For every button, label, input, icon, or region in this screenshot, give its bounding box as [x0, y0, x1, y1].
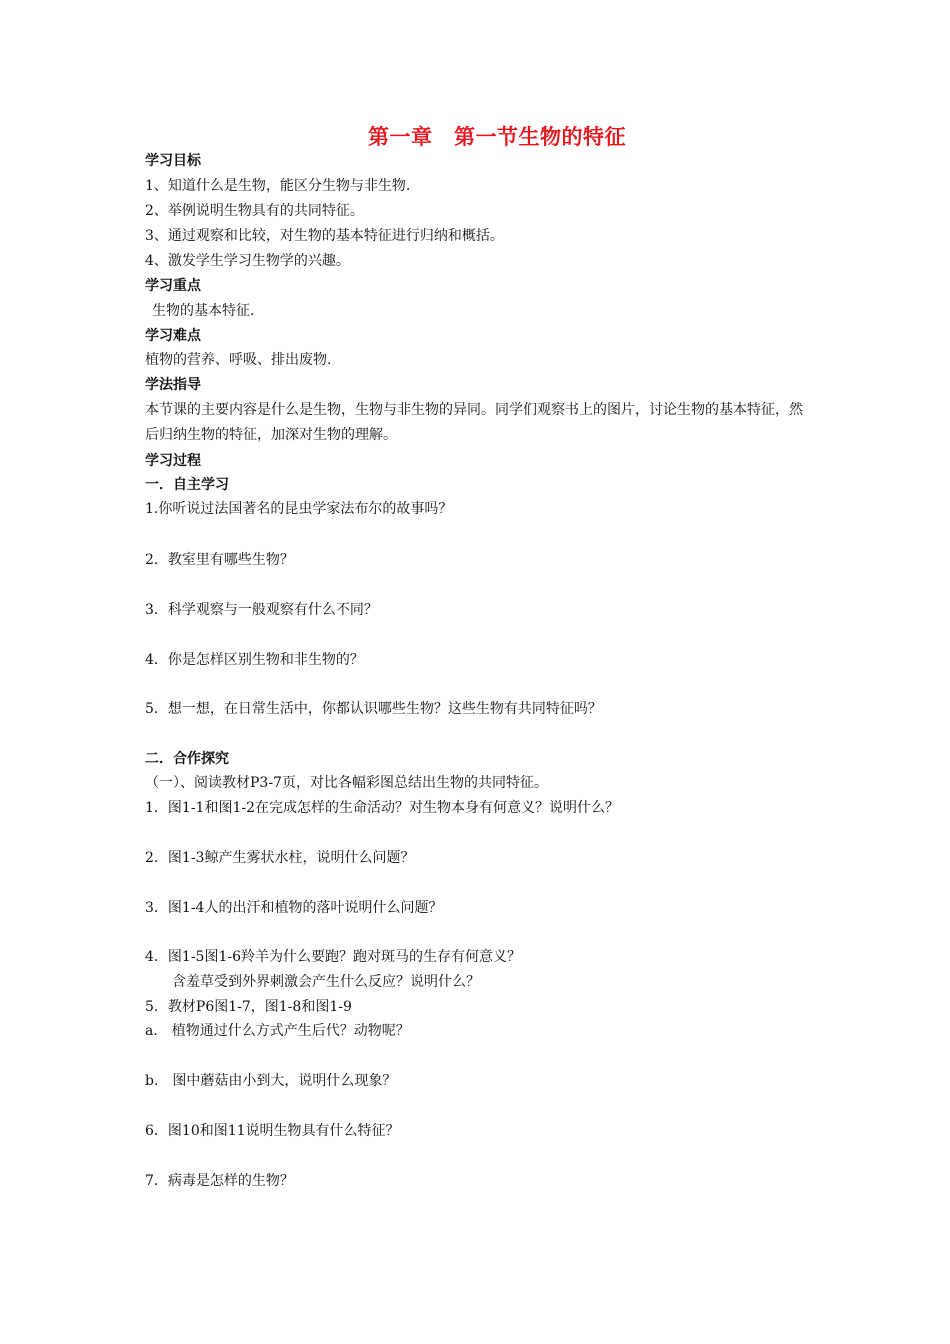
self-study-question: 4．你是怎样区别生物和非生物的？	[145, 652, 364, 668]
goal-item: 2、举例说明生物具有的共同特征。	[145, 203, 364, 219]
cooperation-question: 7．病毒是怎样的生物？	[145, 1173, 294, 1189]
cooperation-question-continued: 含羞草受到外界刺激会产生什么反应？说明什么？	[172, 974, 480, 990]
goal-item: 3、通过观察和比较，对生物的基本特征进行归纳和概括。	[145, 228, 504, 244]
cooperation-question: 3．图1-4人的出汗和植物的落叶说明什么问题？	[145, 900, 443, 916]
process-heading: 学习过程	[145, 453, 201, 469]
cooperation-intro: （一）、阅读教材P3-7页，对比各幅彩图总结出生物的共同特征。	[145, 775, 548, 791]
cooperation-question: 5．教材P6图1-7，图1-8和图1-9	[145, 999, 352, 1015]
self-study-question: 2．教室里有哪些生物？	[145, 552, 294, 568]
cooperation-subquestion: b. 图中蘑菇由小到大，说明什么现象？	[145, 1073, 397, 1089]
cooperation-heading: 二．合作探究	[145, 751, 229, 767]
key-heading: 学习重点	[145, 278, 201, 294]
self-study-question: 3．科学观察与一般观察有什么不同？	[145, 602, 378, 618]
self-study-question: 5．想一想，在日常生活中，你都认识哪些生物？这些生物有共同特征吗？	[145, 701, 602, 717]
self-study-question: 1.你听说过法国著名的昆虫学家法布尔的故事吗？	[145, 501, 453, 517]
method-text: 本节课的主要内容是什么是生物，生物与非生物的异同。同学们观察书上的图片，讨论生物的基本特征，然后归纳生物的特征，加深对生物的理解。	[145, 402, 803, 443]
method-heading: 学法指导	[145, 377, 201, 393]
self-study-heading: 一．自主学习	[145, 477, 229, 493]
cooperation-question: 6．图10和图11说明生物具有什么特征？	[145, 1123, 400, 1139]
cooperation-question: 2．图1-3鲸产生雾状水柱，说明什么问题？	[145, 850, 415, 866]
difficulty-heading: 学习难点	[145, 328, 201, 344]
difficulty-text: 植物的营养、呼吸、排出废物.	[145, 352, 332, 368]
page-title: 第一章 第一节生物的特征	[368, 125, 626, 149]
cooperation-question: 4．图1-5图1-6羚羊为什么要跑？跑对斑马的生存有何意义？	[145, 949, 521, 965]
goal-item: 1、知道什么是生物，能区分生物与非生物.	[145, 178, 411, 194]
cooperation-question: 1．图1-1和图1-2在完成怎样的生命活动？对生物本身有何意义？说明什么？	[145, 800, 619, 816]
key-text: 生物的基本特征.	[152, 303, 255, 319]
goals-heading: 学习目标	[145, 153, 201, 169]
cooperation-subquestion: a. 植物通过什么方式产生后代？动物呢？	[145, 1023, 410, 1039]
goal-item: 4、激发学生学习生物学的兴趣。	[145, 253, 350, 269]
